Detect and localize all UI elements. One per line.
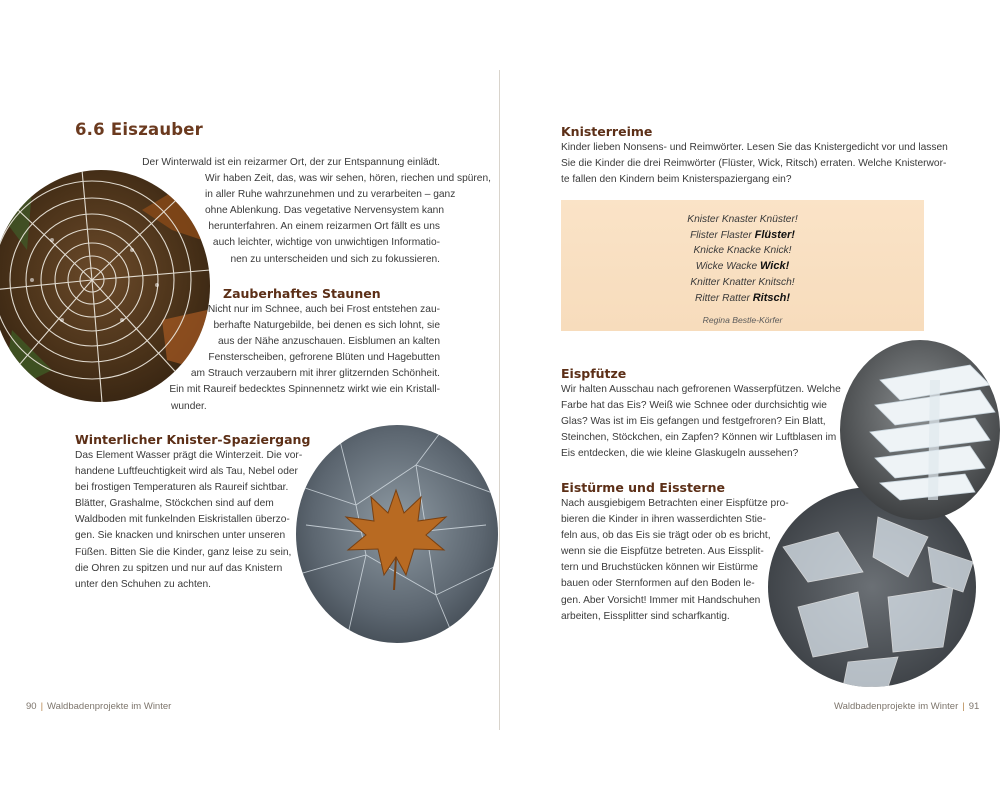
- staunen-paragraph: [160, 302, 440, 415]
- poem-line-text: Flister Flaster: [690, 229, 755, 241]
- knister-spaziergang-paragraph: [75, 448, 303, 593]
- poem-rhyme-word: Wick!: [760, 260, 790, 273]
- poem-line-text: Wicke Wacke: [695, 261, 760, 273]
- chapter-number: 6.6: [75, 120, 105, 139]
- eispfuetze-line: Steinchen, Stöckchen, ein Zapfen? Können wir Luftblasen im: [561, 432, 837, 444]
- intro-line: ohne Ablenkung. Das vegetative Nervensystem kann: [205, 205, 444, 217]
- eistuerme-line: arbeiten, Eissplitter sind scharfkantig.: [561, 610, 730, 622]
- staunen-line: Ein mit Raureif bedecktes Spinnennetz wirkt wie ein Kristall-: [169, 384, 440, 396]
- frozen-leaf-in-ice-photo: [296, 425, 498, 643]
- ice-tower-photo: [840, 340, 1000, 520]
- spaziergang-line: unter den Schuhen zu achten.: [75, 578, 211, 590]
- spaziergang-line: Blätter, Grashalme, Stöckchen sind auf dem: [75, 498, 274, 510]
- intro-line: in aller Ruhe wahrzunehmen und zu verarbeiten – ganz: [205, 189, 456, 201]
- spaziergang-line: Füßen. Bitten Sie die Kinder, ganz leise zu sein,: [75, 546, 292, 558]
- poem-line-text: Ritter Ratter: [694, 292, 753, 304]
- poem-author: Regina Bestle-Körfer: [702, 315, 783, 326]
- staunen-line: am Strauch verzaubern mit ihrer glitzernden Schönheit.: [190, 368, 440, 380]
- staunen-line: Nicht nur im Schnee, auch bei Frost entstehen zau-: [207, 304, 440, 315]
- staunen-line: berhafte Naturgebilde, bei denen es sich lohnt, sie: [213, 320, 440, 332]
- left-footer: [26, 701, 171, 712]
- ice-shards-photo: [768, 487, 976, 687]
- section-heading-eistuerme: Eistürme und Eissterne: [561, 480, 725, 495]
- eistuerme-line: bauen oder Sternformen auf den Boden le-: [561, 578, 755, 590]
- eispfuetze-line: Eis entdecken, die wie kleine Glaskugeln aussehen?: [561, 448, 799, 460]
- intro-line: herunterfahren. An einem reizarmen Ort fällt es uns: [208, 221, 440, 233]
- spaziergang-line: bei frostigen Temperaturen als Raureif sichtbar.: [75, 482, 289, 494]
- spaziergang-line: handene Luftfeuchtigkeit wird als Tau, Nebel oder: [75, 466, 298, 478]
- poem-line: [561, 228, 924, 244]
- footer-separator: |: [962, 701, 965, 712]
- eistuerme-line: Nach ausgiebigem Betrachten einer Eispfütze pro-: [561, 498, 789, 509]
- chapter-heading: [75, 120, 209, 139]
- footer-separator: |: [40, 701, 44, 712]
- staunen-line: aus der Nähe anzuschauen. Eisblumen an kalten: [217, 336, 440, 348]
- staunen-line: Fensterscheiben, gefrorene Blüten und Hagebutten: [208, 352, 440, 364]
- page-number-right: 91: [968, 701, 980, 712]
- knisterreime-line: Sie die Kinder die drei Reimwörter (Flüster, Wick, Ritsch) erraten. Welche Knisterwor-: [561, 158, 947, 170]
- section-heading-knister-spaziergang: Winterlicher Knister-Spaziergang: [75, 432, 311, 447]
- eispfuetze-line: Farbe hat das Eis? Weiß wie Schnee oder durchsichtig wie: [561, 400, 827, 412]
- eistuerme-line: tern und Bruchstücken können wir Eistürme: [561, 562, 759, 574]
- eistuerme-line: wenn sie die Eispfütze betreten. Aus Eissplit-: [561, 546, 764, 558]
- poem-line: [561, 259, 924, 275]
- staunen-line: wunder.: [171, 400, 207, 412]
- knisterreime-line: Kinder lieben Nonsens- und Reimwörter. Lesen Sie das Knistergedicht vor und lassen: [561, 142, 948, 153]
- poem-line: Knister Knaster Knüster!: [687, 214, 798, 225]
- running-footer-label: Waldbadenprojekte im Winter: [47, 701, 172, 712]
- intro-paragraph: [142, 155, 491, 268]
- poem-line: [561, 291, 924, 307]
- eistuerme-line: feln aus, ob das Eis sie trägt oder ob es bricht,: [561, 530, 771, 542]
- eistuerme-line: gen. Aber Vorsicht! Immer mit Handschuhen: [561, 594, 761, 606]
- eispfuetze-paragraph: [561, 382, 841, 462]
- eistuerme-line: bieren die Kinder in ihren wasserdichten Stie-: [561, 514, 766, 526]
- eispfuetze-line: Glas? Was ist im Eis gefangen und festgefroren? Ein Blatt,: [561, 416, 826, 428]
- knister-poem: [561, 212, 924, 329]
- intro-line: nen zu unterscheiden und sich zu fokussieren.: [230, 253, 440, 265]
- spaziergang-line: die Ohren zu spitzen und nur auf das Knistern: [75, 562, 283, 574]
- poem-line: Knicke Knacke Knick!: [693, 245, 792, 257]
- spaziergang-line: Waldboden mit funkelnden Eiskristallen überzo-: [75, 514, 290, 526]
- poem-box: [561, 200, 924, 331]
- running-footer-label: Waldbadenprojekte im Winter: [834, 701, 959, 712]
- right-footer: [834, 701, 979, 712]
- knisterreime-line: te fallen den Kindern beim Knisterspaziergang ein?: [561, 174, 792, 186]
- intro-line: Wir haben Zeit, das, was wir sehen, hören, riechen und spüren,: [205, 173, 491, 185]
- poem-rhyme-word: Ritsch!: [752, 291, 791, 304]
- spaziergang-line: gen. Sie knacken und knirschen unter unseren: [75, 530, 286, 542]
- intro-line: Der Winterwald ist ein reizarmer Ort, der zur Entspannung einlädt.: [142, 157, 440, 168]
- knisterreime-paragraph: [561, 140, 948, 188]
- intro-line: auch leichter, wichtige von unwichtigen Informatio-: [212, 237, 440, 249]
- section-heading-knisterreime: Knisterreime: [561, 124, 653, 139]
- eistuerme-paragraph: [561, 496, 789, 625]
- poem-rhyme-word: Flüster!: [754, 228, 795, 241]
- section-heading-eispfuetze: Eispfütze: [561, 366, 627, 381]
- chapter-title: Eiszauber: [110, 120, 204, 139]
- section-heading-zauberhaftes-staunen: Zauberhaftes Staunen: [223, 286, 381, 301]
- page-number-left: 90: [26, 701, 37, 712]
- poem-line: Knitter Knatter Knitsch!: [690, 276, 795, 288]
- spaziergang-line: Das Element Wasser prägt die Winterzeit. Die vor-: [75, 450, 303, 461]
- eispfuetze-line: Wir halten Ausschau nach gefrorenen Wasserpfützen. Welche: [561, 384, 841, 395]
